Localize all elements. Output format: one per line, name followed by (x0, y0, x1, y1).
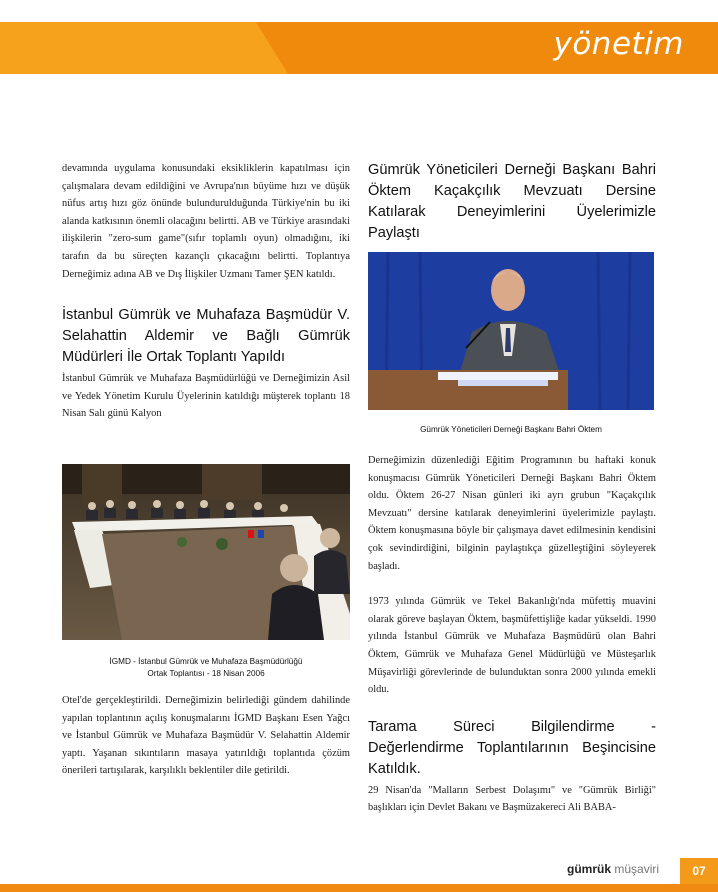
article-heading-oktem: Gümrük Yöneticileri Derneği Başkanı Bahri Öktem Kaçakçılık Mevzuatı Dersine Katılarak Deneyimlerini Üyelerimizle Paylaştı (368, 162, 656, 241)
oktem-paragraph-2: 1973 yılında Gümrük ve Tekel Bakanlığı'nda müfettiş muavini olarak göreve başlayan Öktem, başmüfettişliğe kadar yükseldi. 1990 yılında İstanbul Gümrük ve Muhafaza Başmüdürü olan Bahri Öktem, Gümrük ve Muhafaza Genel Müdürlüğü ve Müsteşarlık Müşavirliği görevlerinde de bulunduktan sonra 2000 yılında emekli oldu. (368, 596, 656, 696)
right-column-body (368, 452, 656, 817)
speaker-photo-caption: Gümrük Yöneticileri Derneği Başkanı Bahri Öktem (420, 425, 602, 434)
meeting-paragraph-2: Otel'de gerçekleştirildi. Derneğimizin belirlediği gündem dahilinde yapılan toplantının açılış konuşmalarını İGMD Başkanı Esen Yağcı ve İstanbul Gümrük ve Muhafaza Başmüdür V. Selahattin Aldemir yaptı. Yaşanan sıkıntıların masaya yatırıldığı toplantıda çözüm önerileri tartışılarak, karşılıklı beklentiler dile getirildi. (62, 695, 350, 777)
left-column-continued (62, 692, 350, 780)
section-title: yönetim (553, 26, 684, 62)
footer-brand-bold: gümrük (567, 862, 612, 876)
meeting-caption-line-2: Ortak Toplantısı - 18 Nisan 2006 (147, 669, 265, 678)
article-heading-meeting: İstanbul Gümrük ve Muhafaza Başmüdür V. Selahattin Aldemir ve Bağlı Gümrük Müdürleri İle Ortak Toplantı Yapıldı (62, 307, 350, 366)
oktem-paragraph-1: Derneğimizin düzenlediği Eğitim Programının bu haftaki konuk konuşmacısı Gümrük Yöneticileri Derneği Başkanı Bahri Öktem oldu. Öktem 26-27 Nisan günleri iki ayrı grubun "Kaçakçılık Mevzuatı" dersine katılarak deneyimlerini üyelerimizle paylaştı. Öktem konuşmasına böyle bir çalışmaya davet edilmesinin kendisini çok sevindirdiğini, bilginin paylaştıkça güzelleştiğini söyleyerek başladı. (368, 455, 656, 572)
right-column-top (368, 160, 656, 244)
screening-paragraph: 29 Nisan'da "Malların Serbest Dolaşımı" ve "Gümrük Birliği" başlıkları için Devlet Bakanı ve Başmüzakereci Ali BABA- (368, 784, 656, 814)
page-number: 07 (680, 858, 718, 884)
left-column (62, 160, 350, 423)
footer-brand (567, 862, 659, 876)
meeting-photo (62, 464, 350, 640)
meeting-caption-line-1: İGMD - İstanbul Gümrük ve Muhafaza Başmüdürlüğü (109, 657, 303, 666)
meeting-photo-caption (62, 656, 350, 680)
footer-brand-light: müşaviri (614, 862, 660, 876)
article-heading-screening: Tarama Süreci Bilgilendirme - Değerlendirme Toplantılarının Beşincisine Katıldık. (368, 718, 656, 777)
speaker-photo (368, 252, 654, 410)
meeting-paragraph-1: İstanbul Gümrük ve Muhafaza Başmüdürlüğü ve Derneğimizin Asil ve Yedek Yönetim Kurulu Üyelerinin katıldığı müşterek toplantı 18 Nisan Salı günü Kalyon (62, 373, 350, 420)
footer-bar (0, 884, 718, 892)
intro-paragraph: devamında uygulama konusundaki eksikliklerin kapatılması için çalışmalara devam edildiğini ve Avrupa'nın büyüme hızı ve düşük nüfus artış hızı göz önünde bulundurulduğunda Türkiye'nin bu iki alanda katkısının önemli olacağını belirtti. AB ve Türkiye arasındaki ilişkilerin "zero-sum game"(sıfır toplamlı oyun) olmadığını, iki tarafın da bu süreçten kazançlı çıkacağını belirtti. Toplantıya Derneğimiz adına AB ve Dış İlişkiler Uzmanı Tamer ŞEN katıldı. (62, 163, 350, 280)
